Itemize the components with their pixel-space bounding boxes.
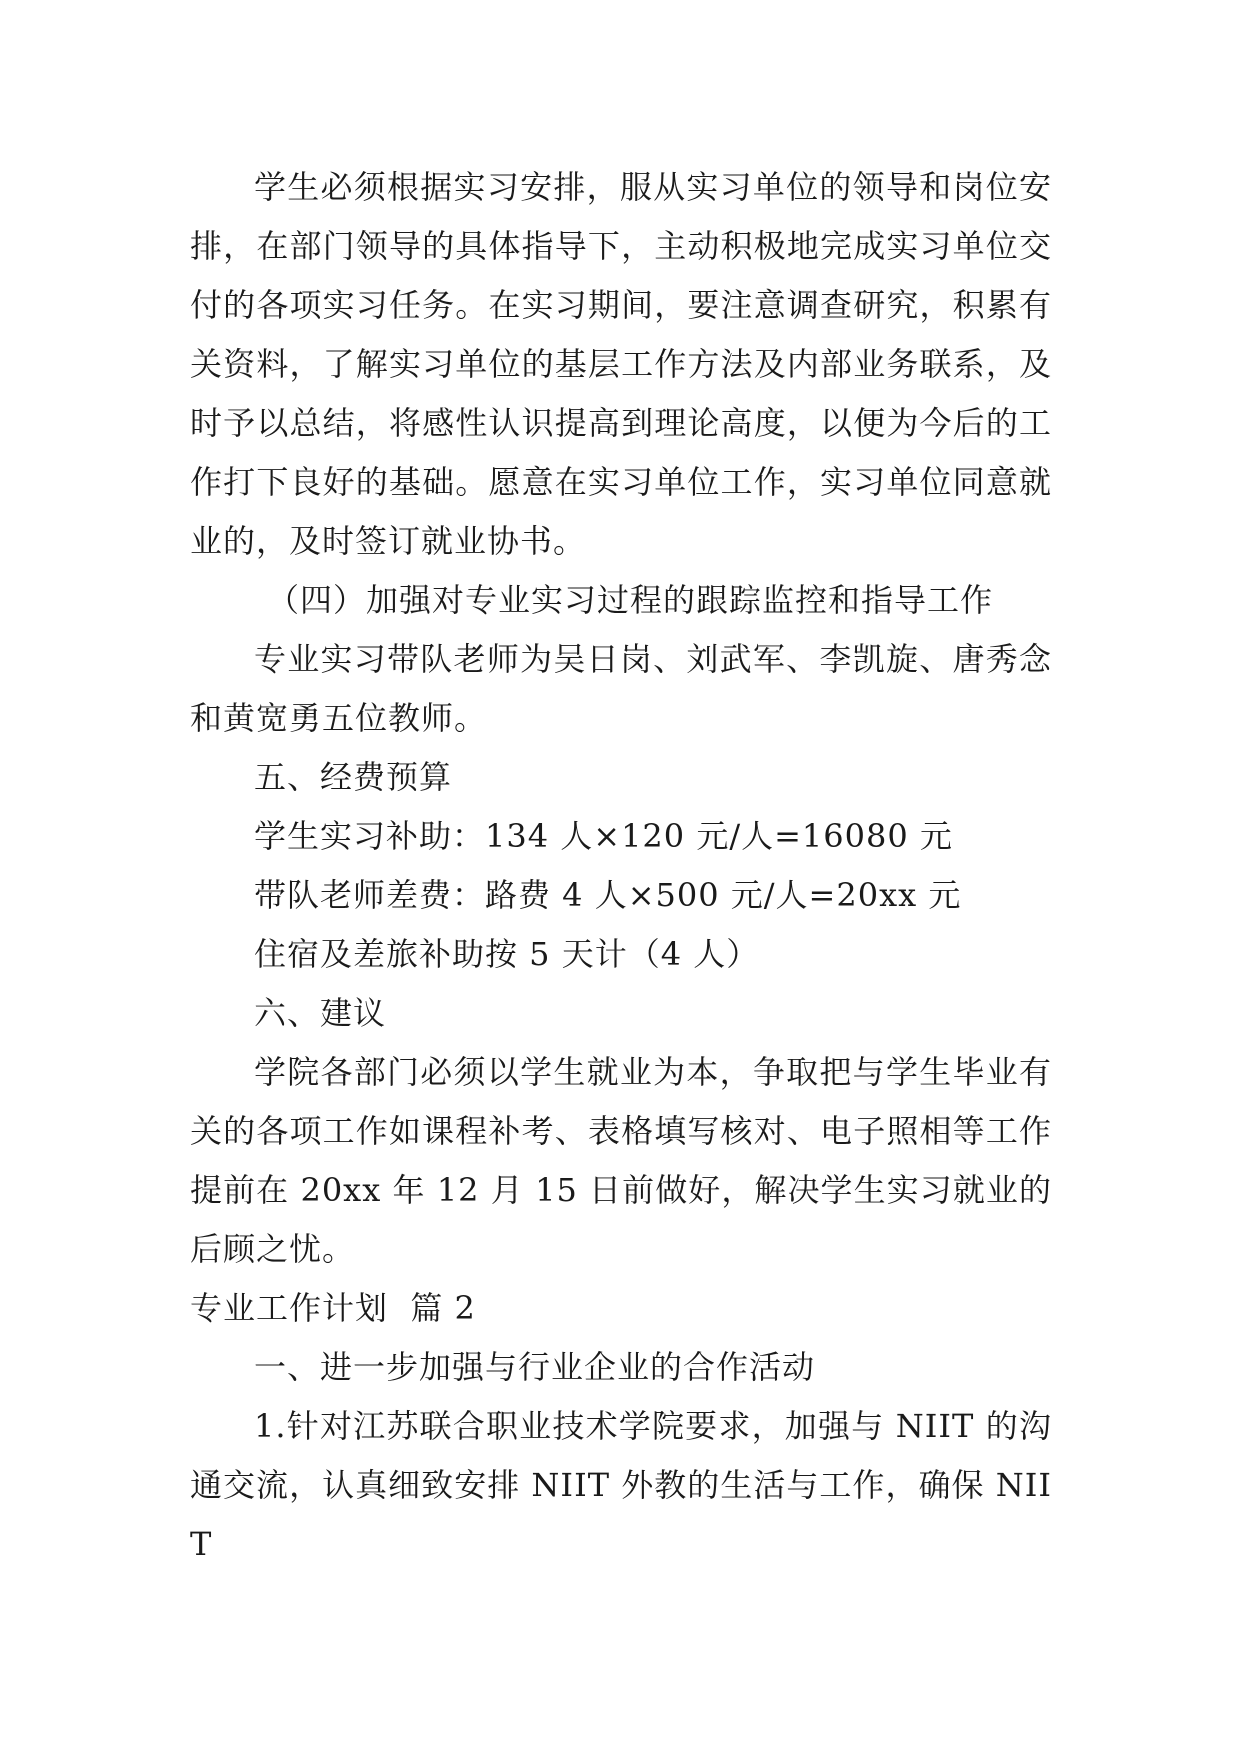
paragraph-suggestions: 学院各部门必须以学生就业为本，争取把与学生毕业有关的各项工作如课程补考、表格填写核对、电子照相等工作提前在 20xx 年 12 月 15 日前做好，解决学生实习就业的后顾之忧。 (190, 1053, 1052, 1268)
budget-student-subsidy: 学生实习补助：134 人×120 元/人=16080 元 (254, 817, 953, 855)
heading-monitoring: （四）加强对专业实习过程的跟踪监控和指导工作 (267, 581, 994, 619)
heading-budget: 五、经费预算 (254, 758, 453, 796)
heading-industry-cooperation: 一、进一步加强与行业企业的合作活动 (254, 1348, 816, 1386)
paragraph-internship-duties: 学生必须根据实习安排，服从实习单位的领导和岗位安排，在部门领导的具体指导下，主动积极地完成实习单位交付的各项实习任务。在实习期间，要注意调查研究，积累有关资料，了解实习单位的基层工作方法及内部业务联系，及时予以总结，将感性认识提高到理论高度，以便为今后的工作打下良好的基础。愿意在实习单位工作，实习单位同意就业的，及时签订就业协书。 (190, 168, 1052, 560)
budget-teacher-travel: 带队老师差费：路费 4 人×500 元/人=20xx 元 (254, 876, 962, 914)
paragraph-niit-cooperation: 1.针对江苏联合职业技术学院要求，加强与 NIIT 的沟通交流，认真细致安排 NIIT 外教的生活与工作，确保 NIIT (190, 1407, 1052, 1563)
document-body (190, 158, 1052, 1574)
heading-suggestions: 六、建议 (254, 994, 387, 1032)
budget-accommodation: 住宿及差旅补助按 5 天计（4 人） (254, 935, 760, 973)
section-title: 专业工作计划 篇 2 (190, 1289, 476, 1327)
paragraph-supervisors: 专业实习带队老师为吴日岗、刘武军、李凯旋、唐秀念和黄宽勇五位教师。 (190, 640, 1052, 737)
